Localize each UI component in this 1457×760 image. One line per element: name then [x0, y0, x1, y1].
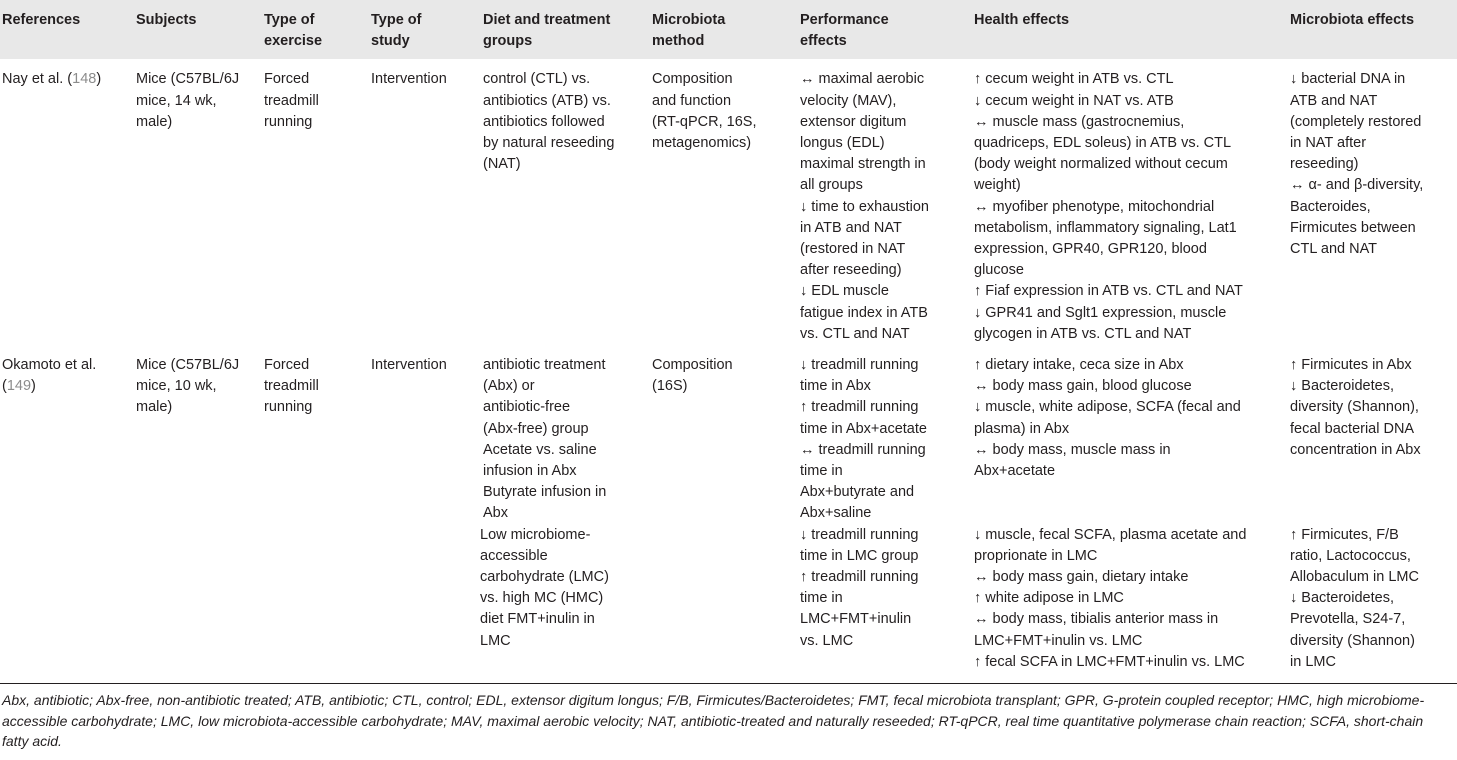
cell-health: ↑ dietary intake, ceca size in Abx ↔ body mass gain, blood glucose ↓ muscle, white adipose, SCFA (fecal and plasma) in Abx ↔ body mass, muscle mass in Abx+acetate: [974, 357, 1241, 480]
table-row: [0, 345, 1457, 525]
header-references: References: [2, 12, 81, 28]
cell-reference: Nay et al. (148): [2, 71, 102, 88]
cell-study: Intervention: [371, 71, 447, 88]
cell-health: ↑ cecum weight in ATB vs. CTL ↓ cecum weight in NAT vs. ATB ↔ muscle mass (gastrocnemius, quadriceps, EDL soleus) in ATB vs. CTL (body weight normalized without cecum weight) ↔ myofiber phenotype, mitochondrial metabolism, inflammatory signaling, Lat1 expression, GPR40, GPR120, blood glucose ↑ Fiaf expression in ATB vs. CTL and NAT ↓ GPR41 and Sglt1 expression, muscle glycogen in ATB vs. CTL and NAT: [974, 71, 1243, 342]
cell-diet: Low microbiome- accessible carbohydrate (LMC) vs. high MC (HMC) diet FMT+inulin in LMC: [480, 526, 609, 649]
cell-microbiota: ↑ Firmicutes, F/B ratio, Lactococcus, Allobaculum in LMC ↓ Bacteroidetes, Prevotella, S24-7, diversity (Shannon) in LMC: [1290, 526, 1419, 670]
cell-microbiota: ↓ bacterial DNA in ATB and NAT (completely restored in NAT after reseeding) ↔ α- and β-diversity, Bacteroides, Firmicutes between CTL and NAT: [1290, 71, 1424, 258]
header-microbiota-method: Microbiota method: [652, 12, 726, 50]
header-health-effects: Health effects: [974, 12, 1070, 28]
cell-health: ↓ muscle, fecal SCFA, plasma acetate and proprionate in LMC ↔ body mass gain, dietary intake ↑ white adipose in LMC ↔ body mass, tibialis anterior mass in LMC+FMT+inulin vs. LMC ↑ fecal SCFA in LMC+FMT+inulin vs. LMC: [974, 526, 1247, 670]
table-row: [0, 59, 1457, 345]
cell-performance: ↓ treadmill running time in LMC group ↑ treadmill running time in LMC+FMT+inulin vs. LMC: [800, 526, 919, 649]
header-subjects: Subjects: [136, 12, 197, 28]
header-type-of-study: Type of study: [371, 12, 422, 50]
header-type-of-exercise: Type of exercise: [264, 12, 323, 50]
cell-performance: ↓ treadmill running time in Abx ↑ treadmill running time in Abx+acetate ↔ treadmill running time in Abx+butyrate and Abx+saline: [800, 357, 927, 522]
cell-subjects: Mice (C57BL/6J mice, 14 wk, male): [136, 71, 240, 130]
cell-diet: control (CTL) vs. antibiotics (ATB) vs. antibiotics followed by natural reseeding (NAT): [483, 71, 615, 173]
reference-link[interactable]: 148: [72, 71, 97, 88]
cell-method: Composition (16S): [652, 357, 733, 395]
table-bottom-rule: [0, 683, 1457, 684]
reference-link[interactable]: 149: [6, 378, 32, 395]
header-diet-and-treatment-groups: Diet and treatment groups: [483, 12, 611, 50]
cell-reference: Okamoto et al. (149): [2, 357, 97, 395]
cell-exercise: Forced treadmill running: [264, 357, 319, 416]
header-microbiota-effects: Microbiota effects: [1290, 12, 1415, 28]
table-footnote: Abx, antibiotic; Abx-free, non-antibiotic treated; ATB, antibiotic; CTL, control; EDL, extensor digitum longus; F/B, Firmicutes/Bacteroidetes; FMT, fecal microbiota transplant; GPR, G-protein coupled receptor; HMC, high microbiome- accessible carbohydrate; LMC, low microbiota-accessible carbohydrate; MAV, maximal aerobic velocity; NAT, antibiotic-treated and naturally reseeded; RT-qPCR, real time quantitative polymerase chain reaction; SCFA, short-chain fatty acid.: [2, 692, 1425, 749]
cell-microbiota: ↑ Firmicutes in Abx ↓ Bacteroidetes, diversity (Shannon), fecal bacterial DNA concentration in Abx: [1290, 357, 1421, 458]
cell-study: Intervention: [371, 357, 447, 374]
cell-exercise: Forced treadmill running: [264, 71, 319, 130]
cell-subjects: Mice (C57BL/6J mice, 10 wk, male): [136, 357, 240, 416]
header-row: [0, 0, 1457, 59]
table-body: [0, 59, 1457, 678]
header-performance-effects: Performance effects: [800, 12, 889, 50]
cell-performance: ↔ maximal aerobic velocity (MAV), extensor digitum longus (EDL) maximal strength in all groups ↓ time to exhaustion in ATB and NAT (restored in NAT after reseeding) ↓ EDL muscle fatigue index in ATB vs. CTL and NAT: [800, 71, 929, 342]
table-header: [0, 0, 1457, 59]
cell-method: Composition and function (RT-qPCR, 16S, metagenomics): [652, 71, 757, 152]
cell-diet: antibiotic treatment (Abx) or antibiotic-free (Abx-free) group Acetate vs. saline infusion in Abx Butyrate infusion in Abx: [483, 357, 607, 522]
